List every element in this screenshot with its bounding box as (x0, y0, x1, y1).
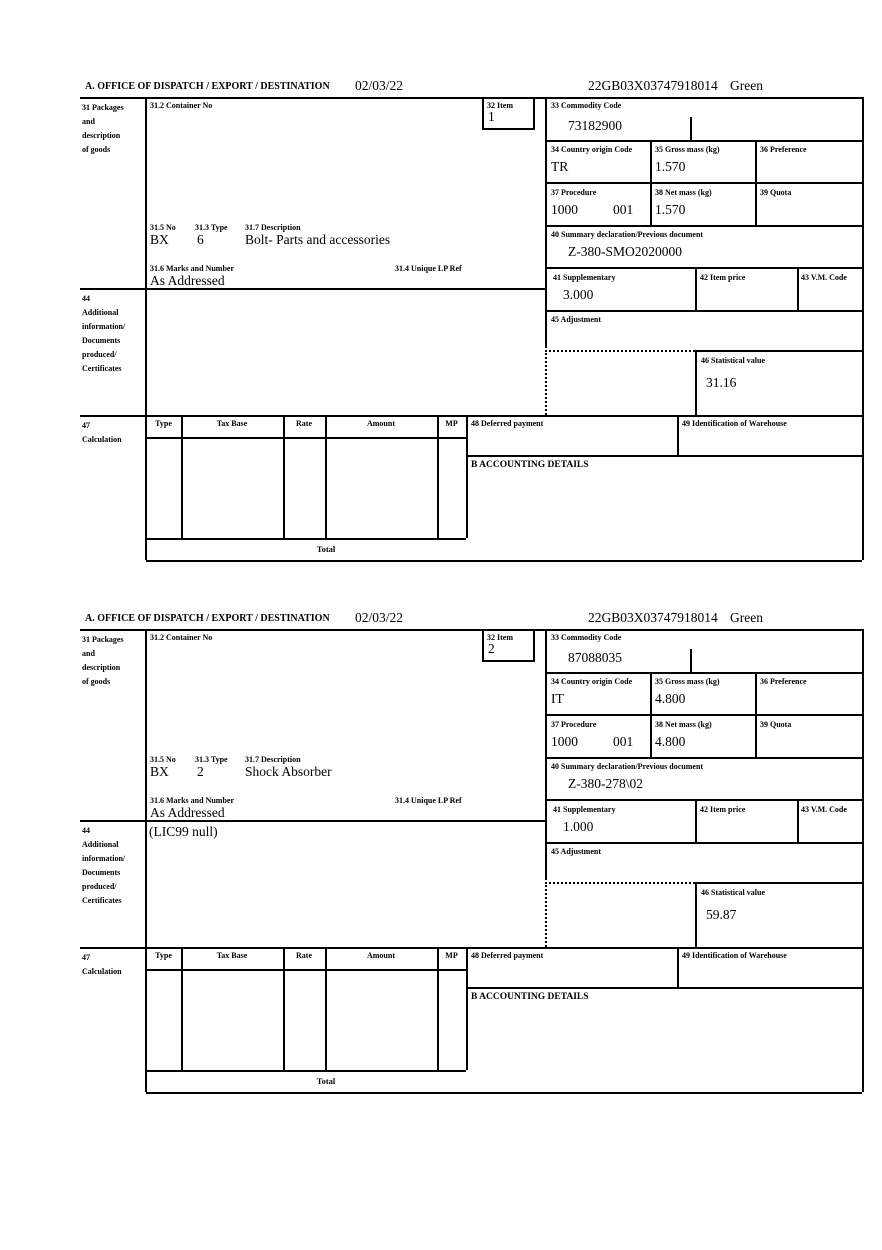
calc-col-rule-1 (181, 415, 183, 538)
box48-49-bottom-rule (466, 987, 862, 989)
form-right-rule (862, 629, 864, 1092)
calc-header-rule (146, 969, 466, 971)
box46-left-rule (695, 350, 697, 415)
box40-bottom-rule (545, 799, 862, 801)
net-mass: 4.800 (655, 734, 686, 749)
routing-status: Green (730, 78, 763, 93)
box47-caption: 47 Calculation (82, 421, 122, 444)
commodity-code: 73182900 (568, 118, 622, 133)
calc-table-right-rule (466, 415, 468, 538)
box40-label: 40 Summary declaration/Previous document (551, 230, 704, 239)
procedure-code: 1000 (551, 734, 578, 749)
total-label: Total (316, 1076, 336, 1086)
box41-label: 41 Supplementary (553, 273, 616, 282)
calc-col-rule-2 (283, 415, 285, 538)
margin-divider-rule (145, 629, 147, 1092)
box48-label: 48 Deferred payment (471, 419, 544, 428)
box31-caption: 31 Packages and description of goods (82, 635, 124, 686)
box34-row-rule (545, 714, 862, 716)
declaration-reference: 22GB03X03747918014 (588, 78, 718, 93)
box42-label: 42 Item price (700, 273, 746, 282)
packages-type: 2 (197, 764, 204, 779)
col-34-35-rule (650, 140, 652, 225)
box41-row-rule (545, 842, 862, 844)
packages-type: 6 (197, 232, 204, 247)
box46-top-rule (695, 882, 862, 884)
box48-label: 48 Deferred payment (471, 951, 544, 960)
procedure-code: 1000 (551, 202, 578, 217)
margin-divider-rule (145, 97, 147, 560)
box44-caption: 44 Additional information/ Documents produced/ Certificates (82, 294, 126, 373)
box39-label: 39 Quota (760, 720, 792, 729)
col-48-49-rule (677, 947, 679, 987)
calc-col-rule-3 (325, 947, 327, 1070)
box31-44-divider-rule (80, 820, 545, 822)
calc-col-type: Type (155, 419, 172, 428)
declaration-reference: 22GB03X03747918014 (588, 610, 718, 625)
marks-and-number: As Addressed (150, 273, 225, 288)
statistical-value: 31.16 (706, 375, 737, 390)
col-35-36-rule (755, 140, 757, 225)
additional-information: (LIC99 null) (149, 824, 218, 839)
calc-col-rule-1 (181, 947, 183, 1070)
box41-label: 41 Supplementary (553, 805, 616, 814)
box33-bottom-rule (545, 672, 862, 674)
procedure-code-2: 001 (613, 202, 634, 217)
box39-label: 39 Quota (760, 188, 792, 197)
statistical-value: 59.87 (706, 907, 737, 922)
box47-top-rule (80, 415, 862, 417)
previous-document: Z-380-SMO2020000 (568, 244, 682, 259)
box31-caption: 31 Packages and description of goods (82, 103, 124, 154)
calc-col-rule-3 (325, 415, 327, 538)
supplementary-units: 3.000 (563, 287, 594, 302)
box32-label: 32 Item (487, 101, 513, 110)
col-34-35-rule (650, 672, 652, 757)
box46-label: 46 Statistical value (701, 356, 765, 365)
previous-document: Z-380-278\02 (568, 776, 643, 791)
calc-col-rate: Rate (296, 951, 312, 960)
declaration-date: 02/03/22 (355, 78, 404, 93)
goods-description: Bolt- Parts and accessories (245, 232, 391, 247)
office-of-dispatch-label: A. OFFICE OF DISPATCH / EXPORT / DESTINATION (85, 613, 330, 624)
box31-6-label: 31.6 Marks and Number (150, 264, 235, 273)
calc-col-amount: Amount (366, 419, 395, 428)
box49-label: 49 Identification of Warehouse (682, 951, 787, 960)
customs-item-section (0, 78, 882, 568)
box40-label: 40 Summary declaration/Previous document (551, 762, 704, 771)
calc-col-rule-2 (283, 947, 285, 1070)
box45-dotted-rule (545, 350, 695, 352)
box45-label: 45 Adjustment (551, 315, 602, 324)
box32-label: 32 Item (487, 633, 513, 642)
accounting-details-label: B ACCOUNTING DETAILS (471, 992, 589, 1002)
calc-col-taxbase: Tax Base (216, 419, 248, 428)
box31-44-divider-rule (80, 288, 545, 290)
form-top-rule (80, 629, 862, 631)
total-row-rule (146, 538, 466, 540)
box32-item (482, 629, 535, 662)
calc-col-mp: MP (445, 951, 458, 960)
item-number: 2 (488, 641, 495, 656)
main-column-rule (545, 97, 547, 348)
form-right-rule (862, 97, 864, 560)
packages-number: BX (150, 764, 169, 779)
box37-label: 37 Procedure (551, 720, 597, 729)
box37-row-rule (545, 757, 862, 759)
box49-label: 49 Identification of Warehouse (682, 419, 787, 428)
calc-table-right-rule (466, 947, 468, 1070)
marks-and-number: As Addressed (150, 805, 225, 820)
col-42-43-rule (797, 799, 799, 842)
box33-bottom-rule (545, 140, 862, 142)
box47-caption: 47 Calculation (82, 953, 122, 976)
box42-label: 42 Item price (700, 805, 746, 814)
box37-label: 37 Procedure (551, 188, 597, 197)
calc-col-rate: Rate (296, 419, 312, 428)
supplementary-units: 1.000 (563, 819, 594, 834)
calc-header-rule (146, 437, 466, 439)
box44-caption: 44 Additional information/ Documents produced/ Certificates (82, 826, 126, 905)
box45-dotted-rule (545, 882, 695, 884)
box31-7-label: 31.7 Description (245, 223, 301, 232)
box31-2-label: 31.2 Container No (150, 633, 213, 642)
box36-label: 36 Preference (760, 145, 807, 154)
col-41-42-rule (695, 799, 697, 842)
box31-5-label: 31.5 No (150, 755, 176, 764)
box43-label: 43 V.M. Code (801, 273, 847, 282)
total-row-rule (146, 1070, 466, 1072)
box43-label: 43 V.M. Code (801, 805, 847, 814)
gross-mass: 1.570 (655, 159, 686, 174)
box34-label: 34 Country origin Code (551, 145, 633, 154)
country-origin-code: IT (551, 691, 564, 706)
net-mass: 1.570 (655, 202, 686, 217)
box34-label: 34 Country origin Code (551, 677, 633, 686)
box45-label: 45 Adjustment (551, 847, 602, 856)
form-bottom-rule (146, 1092, 862, 1094)
box47-top-rule (80, 947, 862, 949)
gross-mass: 4.800 (655, 691, 686, 706)
calc-col-rule-4 (437, 947, 439, 1070)
box33-label: 33 Commodity Code (551, 101, 622, 110)
dotted-left-rule (545, 882, 547, 947)
routing-status: Green (730, 610, 763, 625)
customs-item-section (0, 610, 882, 1100)
box38-label: 38 Net mass (kg) (655, 720, 712, 729)
box31-3-label: 31.3 Type (195, 755, 228, 764)
office-of-dispatch-label: A. OFFICE OF DISPATCH / EXPORT / DESTINATION (85, 81, 330, 92)
commodity-code-subdivider (690, 649, 692, 672)
calc-col-rule-4 (437, 415, 439, 538)
box46-label: 46 Statistical value (701, 888, 765, 897)
procedure-code-2: 001 (613, 734, 634, 749)
calc-col-taxbase: Tax Base (216, 951, 248, 960)
box33-label: 33 Commodity Code (551, 633, 622, 642)
box34-row-rule (545, 182, 862, 184)
commodity-code: 87088035 (568, 650, 622, 665)
box41-row-rule (545, 310, 862, 312)
box46-top-rule (695, 350, 862, 352)
main-column-rule (545, 629, 547, 880)
box32-item (482, 97, 535, 130)
box48-49-bottom-rule (466, 455, 862, 457)
box40-bottom-rule (545, 267, 862, 269)
box35-label: 35 Gross mass (kg) (655, 145, 720, 154)
dotted-left-rule (545, 350, 547, 415)
box31-5-label: 31.5 No (150, 223, 176, 232)
box31-3-label: 31.3 Type (195, 223, 228, 232)
declaration-date: 02/03/22 (355, 610, 404, 625)
box38-label: 38 Net mass (kg) (655, 188, 712, 197)
box31-4-label: 31.4 Unique LP Ref (395, 264, 462, 273)
form-top-rule (80, 97, 862, 99)
box35-label: 35 Gross mass (kg) (655, 677, 720, 686)
country-origin-code: TR (551, 159, 569, 174)
item-number: 1 (488, 109, 495, 124)
col-42-43-rule (797, 267, 799, 310)
packages-number: BX (150, 232, 169, 247)
box46-left-rule (695, 882, 697, 947)
accounting-details-label: B ACCOUNTING DETAILS (471, 460, 589, 470)
form-bottom-rule (146, 560, 862, 562)
total-label: Total (316, 544, 336, 554)
calc-col-type: Type (155, 951, 172, 960)
calc-col-mp: MP (445, 419, 458, 428)
box31-7-label: 31.7 Description (245, 755, 301, 764)
col-41-42-rule (695, 267, 697, 310)
box36-label: 36 Preference (760, 677, 807, 686)
box31-6-label: 31.6 Marks and Number (150, 796, 235, 805)
box31-2-label: 31.2 Container No (150, 101, 213, 110)
goods-description: Shock Absorber (245, 764, 332, 779)
commodity-code-subdivider (690, 117, 692, 140)
box37-row-rule (545, 225, 862, 227)
box31-4-label: 31.4 Unique LP Ref (395, 796, 462, 805)
col-35-36-rule (755, 672, 757, 757)
col-48-49-rule (677, 415, 679, 455)
calc-col-amount: Amount (366, 951, 395, 960)
